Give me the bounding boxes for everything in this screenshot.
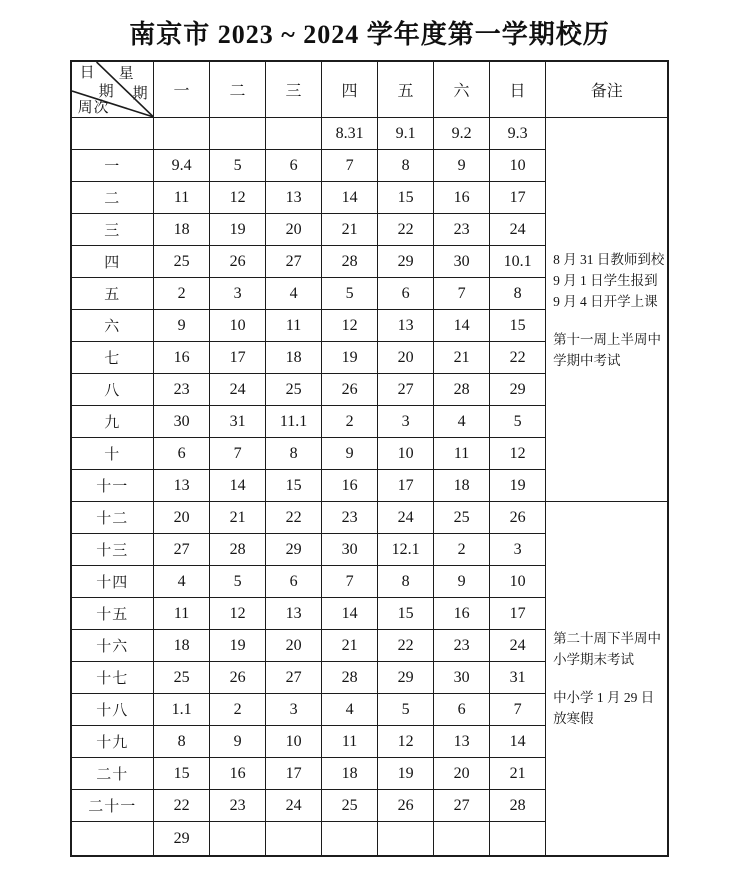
date-cell: 8 — [154, 726, 210, 758]
date-cell: 5 — [210, 150, 266, 182]
date-cell: 8 — [490, 278, 546, 310]
date-cell: 20 — [434, 758, 490, 790]
date-cell: 18 — [322, 758, 378, 790]
date-cell: 14 — [322, 598, 378, 630]
date-cell: 20 — [266, 630, 322, 662]
date-cell: 5 — [210, 566, 266, 598]
date-cell: 14 — [490, 726, 546, 758]
header-row — [71, 61, 669, 118]
date-cell: 22 — [378, 630, 434, 662]
date-cell: 15 — [490, 310, 546, 342]
date-cell: 18 — [154, 630, 210, 662]
date-cell: 7 — [322, 566, 378, 598]
date-cell: 6 — [378, 278, 434, 310]
date-cell: 7 — [210, 438, 266, 470]
date-cell: 20 — [378, 342, 434, 374]
date-cell: 28 — [322, 246, 378, 278]
date-cell: 24 — [490, 630, 546, 662]
week-label-cell — [71, 118, 154, 150]
date-cell: 1.1 — [154, 694, 210, 726]
date-cell: 20 — [154, 502, 210, 534]
week-label-cell: 八 — [71, 374, 154, 406]
date-cell — [154, 118, 210, 150]
date-cell: 8 — [378, 150, 434, 182]
remarks-line: 学期中考试 — [553, 352, 621, 368]
date-cell: 16 — [434, 182, 490, 214]
date-cell: 12 — [210, 182, 266, 214]
week-label-cell: 二十一 — [71, 790, 154, 822]
date-cell: 25 — [154, 246, 210, 278]
date-cell: 30 — [434, 662, 490, 694]
week-label-cell: 六 — [71, 310, 154, 342]
date-cell: 14 — [210, 470, 266, 502]
remarks-line: 8 月 31 日教师到校 — [553, 251, 665, 267]
corner-date-char-2: 期 — [98, 84, 114, 100]
date-cell: 5 — [490, 406, 546, 438]
date-cell: 25 — [266, 374, 322, 406]
date-cell: 9 — [210, 726, 266, 758]
date-cell: 26 — [210, 662, 266, 694]
date-cell — [210, 118, 266, 150]
week-label-cell: 十七 — [71, 662, 154, 694]
date-cell: 2 — [434, 534, 490, 566]
date-cell: 15 — [266, 470, 322, 502]
date-cell: 12 — [322, 310, 378, 342]
date-cell: 12.1 — [378, 534, 434, 566]
week-label-cell: 十二 — [71, 502, 154, 534]
date-cell: 17 — [378, 470, 434, 502]
date-cell: 25 — [434, 502, 490, 534]
date-cell: 6 — [154, 438, 210, 470]
date-cell: 10 — [266, 726, 322, 758]
date-cell: 9 — [154, 310, 210, 342]
date-cell: 13 — [434, 726, 490, 758]
week-label-cell: 十四 — [71, 566, 154, 598]
date-cell: 7 — [322, 150, 378, 182]
date-cell: 24 — [210, 374, 266, 406]
date-cell: 8 — [266, 438, 322, 470]
date-cell: 17 — [210, 342, 266, 374]
date-cell: 30 — [322, 534, 378, 566]
date-cell: 19 — [378, 758, 434, 790]
day-header-fri: 五 — [378, 61, 434, 118]
date-cell: 16 — [322, 470, 378, 502]
corner-weekday-char-1: 星 — [118, 66, 134, 82]
date-cell: 19 — [210, 630, 266, 662]
calendar-table — [70, 60, 670, 857]
date-cell: 29 — [378, 662, 434, 694]
date-cell: 28 — [322, 662, 378, 694]
week-label-cell: 十 — [71, 438, 154, 470]
date-cell: 7 — [434, 278, 490, 310]
date-cell: 27 — [266, 246, 322, 278]
week-label-cell: 十三 — [71, 534, 154, 566]
date-cell: 28 — [210, 534, 266, 566]
date-cell: 21 — [434, 342, 490, 374]
date-cell: 16 — [210, 758, 266, 790]
date-cell: 9.2 — [434, 118, 490, 150]
day-header-sun: 日 — [490, 61, 546, 118]
date-cell: 23 — [154, 374, 210, 406]
corner-week-label: 周次 — [77, 100, 110, 116]
date-cell — [266, 822, 322, 857]
date-cell: 5 — [378, 694, 434, 726]
date-cell: 14 — [434, 310, 490, 342]
date-cell — [434, 822, 490, 857]
date-cell: 6 — [266, 566, 322, 598]
date-cell: 17 — [490, 598, 546, 630]
date-cell: 11 — [266, 310, 322, 342]
date-cell: 23 — [322, 502, 378, 534]
date-cell: 9 — [434, 150, 490, 182]
date-cell: 10.1 — [490, 246, 546, 278]
date-cell: 15 — [378, 182, 434, 214]
date-cell: 26 — [322, 374, 378, 406]
date-cell: 13 — [154, 470, 210, 502]
date-cell: 16 — [434, 598, 490, 630]
week-label-cell: 五 — [71, 278, 154, 310]
week-label-cell: 十六 — [71, 630, 154, 662]
date-cell: 10 — [490, 566, 546, 598]
date-cell: 21 — [322, 214, 378, 246]
week-label-cell: 三 — [71, 214, 154, 246]
date-cell — [266, 118, 322, 150]
date-cell: 18 — [154, 214, 210, 246]
remarks-line: 第二十周下半周中 — [553, 631, 662, 646]
date-cell: 27 — [154, 534, 210, 566]
date-cell: 3 — [266, 694, 322, 726]
date-cell: 2 — [154, 278, 210, 310]
day-header-wed: 三 — [266, 61, 322, 118]
day-header-thu: 四 — [322, 61, 378, 118]
date-cell: 11 — [434, 438, 490, 470]
date-cell: 27 — [378, 374, 434, 406]
date-cell — [322, 822, 378, 857]
week-label-cell: 四 — [71, 246, 154, 278]
date-cell: 9.1 — [378, 118, 434, 150]
date-cell: 28 — [434, 374, 490, 406]
corner-header-cell — [71, 61, 154, 118]
date-cell: 24 — [266, 790, 322, 822]
date-cell: 12 — [378, 726, 434, 758]
week-row — [71, 502, 669, 534]
date-cell: 26 — [210, 246, 266, 278]
date-cell: 21 — [210, 502, 266, 534]
date-cell: 30 — [434, 246, 490, 278]
date-cell: 16 — [154, 342, 210, 374]
week-row — [71, 118, 669, 150]
date-cell: 17 — [266, 758, 322, 790]
date-cell: 3 — [210, 278, 266, 310]
remarks-line: 中小学 1 月 29 日 — [553, 690, 655, 705]
remarks-line: 9 月 1 日学生报到 — [553, 272, 658, 288]
date-cell: 31 — [490, 662, 546, 694]
date-cell: 12 — [490, 438, 546, 470]
week-label-cell: 十五 — [71, 598, 154, 630]
remarks-line: 第十一周上半周中 — [553, 331, 662, 347]
date-cell: 28 — [490, 790, 546, 822]
week-label-cell: 一 — [71, 150, 154, 182]
date-cell: 12 — [210, 598, 266, 630]
date-cell: 13 — [266, 182, 322, 214]
date-cell: 6 — [266, 150, 322, 182]
remarks-header: 备注 — [546, 61, 669, 118]
date-cell: 29 — [266, 534, 322, 566]
date-cell: 9.4 — [154, 150, 210, 182]
date-cell: 11.1 — [266, 406, 322, 438]
date-cell — [490, 822, 546, 857]
date-cell: 4 — [434, 406, 490, 438]
date-cell — [210, 822, 266, 857]
date-cell: 11 — [322, 726, 378, 758]
date-cell: 10 — [490, 150, 546, 182]
date-cell: 22 — [154, 790, 210, 822]
remarks-blank-line — [553, 312, 664, 329]
remarks-line: 小学期末考试 — [553, 652, 635, 667]
date-cell: 18 — [266, 342, 322, 374]
date-cell: 30 — [154, 406, 210, 438]
calendar-body — [71, 118, 669, 857]
date-cell: 8.31 — [322, 118, 378, 150]
date-cell: 21 — [490, 758, 546, 790]
date-cell: 3 — [490, 534, 546, 566]
remarks-line: 9 月 4 日开学上课 — [553, 293, 658, 309]
date-cell: 29 — [154, 822, 210, 857]
week-label-cell: 九 — [71, 406, 154, 438]
week-label-cell: 七 — [71, 342, 154, 374]
date-cell: 19 — [490, 470, 546, 502]
date-cell: 25 — [322, 790, 378, 822]
date-cell: 29 — [378, 246, 434, 278]
date-cell: 8 — [378, 566, 434, 598]
date-cell: 15 — [154, 758, 210, 790]
date-cell: 22 — [378, 214, 434, 246]
date-cell: 23 — [210, 790, 266, 822]
date-cell: 22 — [490, 342, 546, 374]
date-cell: 25 — [154, 662, 210, 694]
date-cell: 23 — [434, 630, 490, 662]
week-label-cell: 十八 — [71, 694, 154, 726]
date-cell: 19 — [210, 214, 266, 246]
day-header-sat: 六 — [434, 61, 490, 118]
date-cell: 27 — [266, 662, 322, 694]
date-cell: 26 — [378, 790, 434, 822]
date-cell: 22 — [266, 502, 322, 534]
day-header-mon: 一 — [154, 61, 210, 118]
date-cell: 14 — [322, 182, 378, 214]
date-cell: 24 — [378, 502, 434, 534]
date-cell: 24 — [490, 214, 546, 246]
date-cell: 4 — [154, 566, 210, 598]
remarks-cell — [546, 118, 669, 502]
date-cell: 2 — [322, 406, 378, 438]
week-label-cell: 二十 — [71, 758, 154, 790]
date-cell — [378, 822, 434, 857]
date-cell: 18 — [434, 470, 490, 502]
date-cell: 11 — [154, 182, 210, 214]
remarks-blank-line — [553, 670, 664, 687]
corner-weekday-char-2: 期 — [132, 86, 148, 102]
date-cell: 4 — [266, 278, 322, 310]
remarks-cell — [546, 502, 669, 857]
date-cell: 13 — [266, 598, 322, 630]
date-cell: 9 — [434, 566, 490, 598]
corner-date-char-1: 日 — [79, 65, 95, 81]
date-cell: 7 — [490, 694, 546, 726]
date-cell: 19 — [322, 342, 378, 374]
date-cell: 5 — [322, 278, 378, 310]
date-cell: 9 — [322, 438, 378, 470]
date-cell: 10 — [210, 310, 266, 342]
week-label-cell: 十九 — [71, 726, 154, 758]
week-label-cell — [71, 822, 154, 857]
date-cell: 3 — [378, 406, 434, 438]
week-label-cell: 十一 — [71, 470, 154, 502]
date-cell: 2 — [210, 694, 266, 726]
date-cell: 15 — [378, 598, 434, 630]
date-cell: 10 — [378, 438, 434, 470]
date-cell: 6 — [434, 694, 490, 726]
week-label-cell: 二 — [71, 182, 154, 214]
date-cell: 9.3 — [490, 118, 546, 150]
date-cell: 17 — [490, 182, 546, 214]
date-cell: 20 — [266, 214, 322, 246]
date-cell: 4 — [322, 694, 378, 726]
page-title: 南京市 2023 ~ 2024 学年度第一学期校历 — [129, 20, 610, 49]
date-cell: 11 — [154, 598, 210, 630]
date-cell: 31 — [210, 406, 266, 438]
date-cell: 27 — [434, 790, 490, 822]
remarks-line: 放寒假 — [553, 711, 594, 726]
date-cell: 26 — [490, 502, 546, 534]
date-cell: 13 — [378, 310, 434, 342]
date-cell: 29 — [490, 374, 546, 406]
day-header-tue: 二 — [210, 61, 266, 118]
date-cell: 21 — [322, 630, 378, 662]
date-cell: 23 — [434, 214, 490, 246]
